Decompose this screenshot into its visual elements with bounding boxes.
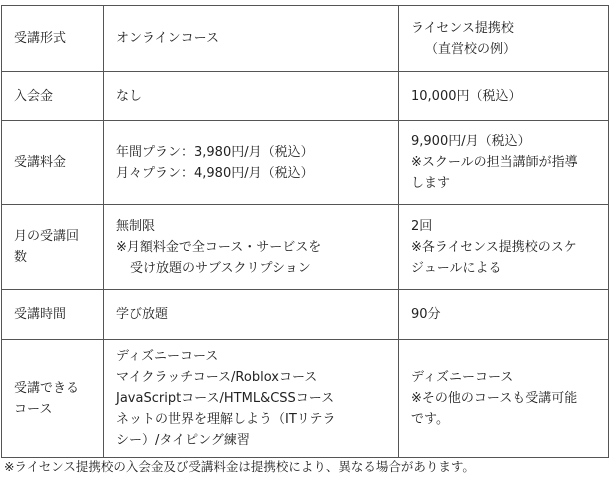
- online-course-cell: [104, 340, 399, 458]
- license-value: 9,900円/月（税込）: [411, 134, 531, 149]
- license-value: 90分: [411, 307, 441, 322]
- table-row-available-courses: [2, 340, 609, 458]
- online-value: 学び放題: [116, 307, 169, 322]
- online-value: 受け放題のサブスクリプション: [130, 260, 311, 276]
- license-value: します: [411, 176, 451, 191]
- online-value: 年間プラン：3,980円/月（税込）: [116, 144, 314, 160]
- online-value: マイクラッチコース/Robloxコース: [116, 370, 318, 385]
- online-course-cell: [104, 290, 399, 340]
- online-value: 月々プラン：4,980円/月（税込）: [116, 165, 314, 181]
- footnote: ※ライセンス提携校の入会金及び受講料金は提携校により、異なる場合があります。: [4, 459, 475, 474]
- license-value: ディズニーコース: [411, 370, 514, 385]
- license-value: （直営校の例）: [425, 41, 517, 57]
- license-school-cell: [399, 6, 609, 72]
- row-label: コース: [14, 401, 53, 417]
- row-label-cell: [2, 205, 104, 290]
- license-value: 10,000円（税込）: [411, 88, 522, 104]
- row-label: 月の受講回: [14, 229, 80, 244]
- license-school-cell: [399, 72, 609, 121]
- license-value: ※その他のコースも受講可能: [411, 391, 578, 406]
- online-value: シー）/タイピング練習: [116, 433, 250, 448]
- online-value: ディズニーコース: [116, 349, 219, 364]
- license-school-cell: [399, 340, 609, 458]
- license-school-cell: [399, 290, 609, 340]
- online-value: ネットの世界を理解しよう（ITリテラ: [116, 412, 336, 427]
- row-label-cell: [2, 290, 104, 340]
- license-value: です。: [411, 412, 449, 427]
- row-label: 受講時間: [14, 307, 67, 322]
- license-value: ※各ライセンス提携校のスケ: [411, 239, 577, 255]
- license-school-cell: [399, 121, 609, 205]
- row-label-cell: [2, 6, 104, 72]
- table-row-monthly-sessions: [2, 205, 609, 290]
- online-course-cell: [104, 205, 399, 290]
- online-value: オンラインコース: [116, 31, 219, 46]
- table-row-admission-fee: [2, 72, 609, 121]
- online-value: なし: [116, 88, 143, 104]
- online-course-cell: [104, 6, 399, 72]
- online-value: ※月額料金で全コース・サービスを: [116, 239, 322, 255]
- row-label: 入会金: [14, 88, 54, 104]
- row-label-cell: [2, 340, 104, 458]
- license-value: ライセンス提携校: [411, 20, 514, 36]
- row-label: 数: [14, 250, 28, 265]
- row-label-cell: [2, 72, 104, 121]
- license-value: 2回: [411, 218, 433, 234]
- row-label-cell: [2, 121, 104, 205]
- course-comparison-table: [1, 5, 609, 458]
- license-value: ※スクールの担当講師が指導: [411, 155, 578, 170]
- row-label: 受講形式: [14, 31, 67, 46]
- license-value: ジュールによる: [411, 260, 502, 276]
- table-row-lesson-time: [2, 290, 609, 340]
- online-course-cell: [104, 121, 399, 205]
- license-school-cell: [399, 205, 609, 290]
- online-course-cell: [104, 72, 399, 121]
- online-value: JavaScriptコース/HTML&CSSコース: [116, 391, 335, 406]
- online-value: 無制限: [116, 218, 156, 234]
- table-row-format: [2, 6, 609, 72]
- row-label: 受講料金: [14, 155, 67, 170]
- row-label: 受講できる: [14, 380, 80, 396]
- table-row-tuition: [2, 121, 609, 205]
